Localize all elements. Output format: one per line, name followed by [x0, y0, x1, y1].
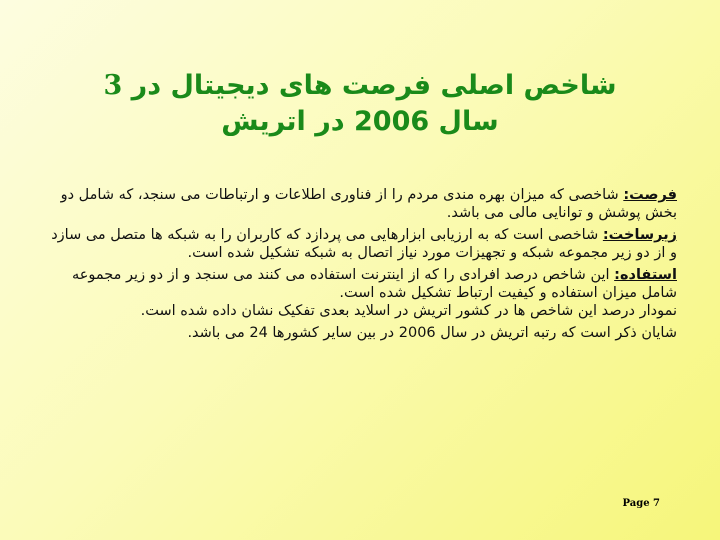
note-chart: نمودار درصد این شاخص ها در کشور اتریش در اسلاید بعدی تفکیک نشان داده شده است.: [140, 303, 677, 319]
note-rank: شایان ذکر است که رتبه اتریش در سال 2006 در بین سایر کشورها 24 می باشد.: [187, 325, 677, 341]
paragraph-infrastructure: [50, 226, 677, 262]
text-opportunity: شاخصی که میزان بهره مندی مردم را از فناوری اطلاعات و ارتباطات می سنجد، که شامل دو بخش پوشش و توانایی مالی می باشد.: [60, 187, 677, 221]
slide-title: [60, 68, 660, 140]
term-infrastructure: زیرساخت:: [602, 227, 677, 243]
text-utilization: این شاخص درصد افرادی را که از اینترنت استفاده می کنند می سنجد و از دو زیر مجموعه شامل میزان استفاده و کیفیت ارتباط تشکیل شده است.: [72, 267, 677, 301]
text-infrastructure: شاخصی است که به ارزیابی ابزارهایی می پردازد که کاربران را به شبکه ها متصل می سازد و از دو زیر مجموعه شبکه و تجهیزات مورد نیاز اتصال به شبکه تشکیل شده است.: [51, 227, 677, 261]
title-line-1-text: شاخص اصلی فرصت های دیجیتال در: [131, 70, 617, 101]
title-line-2: سال 2006 در اتریش: [221, 106, 499, 137]
title-line-1: [60, 68, 660, 104]
term-opportunity: فرصت:: [623, 187, 677, 203]
slide-body: [50, 186, 677, 346]
page-number: Page 7: [622, 498, 660, 509]
title-number: 3: [103, 70, 123, 101]
term-utilization: استفاده:: [614, 267, 677, 283]
paragraph-opportunity: [50, 186, 677, 222]
paragraph-utilization: [50, 266, 677, 302]
